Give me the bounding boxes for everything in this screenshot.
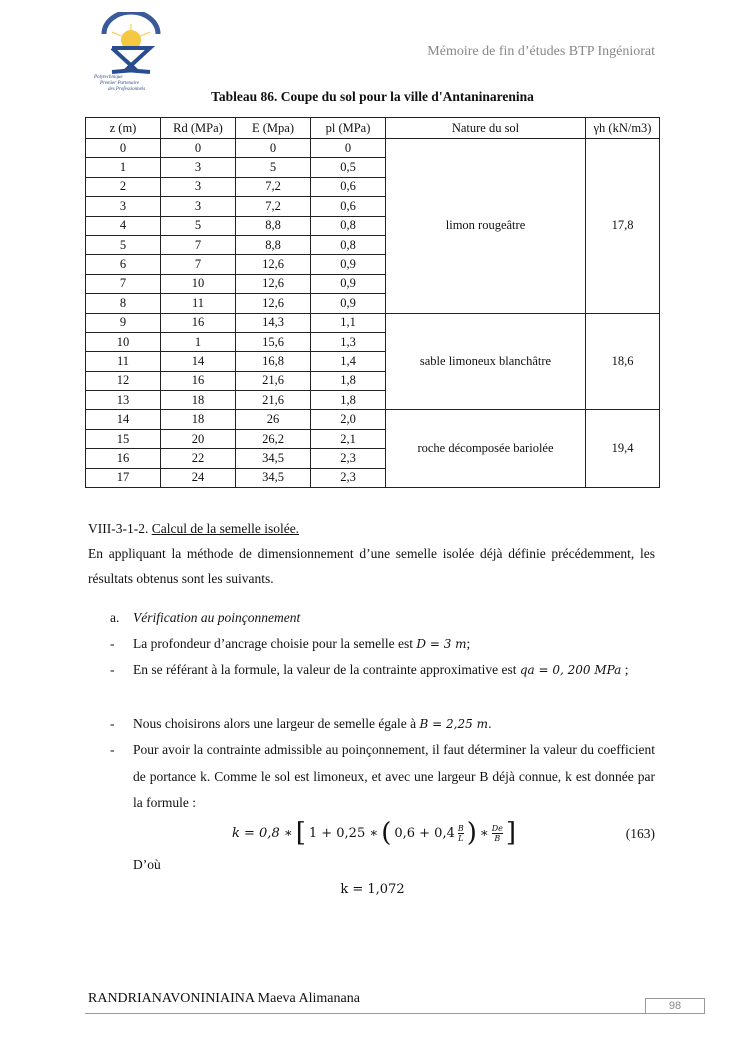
table-cell: 11 [86,352,161,371]
table-cell: 0 [86,139,161,158]
result-formula: k = 1,072 [340,882,405,897]
fraction-b-l [458,824,464,843]
unit-weight-cell: 19,4 [586,410,660,488]
table-cell: 0,6 [311,177,386,196]
formula-part: 0,6 + 0,4 [394,825,455,841]
table-cell: 8,8 [236,216,311,235]
fraction-de-b [492,824,503,843]
table-header-row [86,118,660,139]
table-cell: 1 [86,158,161,177]
table-cell: 5 [86,235,161,254]
table-cell: 2,3 [311,468,386,487]
item-text: Nous choisirons alors une largeur de semelle égale à [133,716,420,731]
section-number: VIII-3-1-2. [88,521,152,536]
table-cell: 0,8 [311,235,386,254]
soil-nature-cell: sable limoneux blanchâtre [386,313,586,410]
table-cell: 12,6 [236,294,311,313]
table-cell: 3 [161,177,236,196]
table-cell: 16 [161,371,236,390]
denominator: B [494,833,501,843]
table-cell: 12 [86,371,161,390]
table-cell: 0,9 [311,255,386,274]
table-cell: 24 [161,468,236,487]
list-item: - Nous choisirons alors une largeur de semelle égale à B = 2,25 m. [110,716,492,731]
table-cell: 16,8 [236,352,311,371]
table-cell: 3 [161,197,236,216]
table-cell: 1 [161,332,236,351]
table-cell: 20 [161,429,236,448]
table-cell: 14,3 [236,313,311,332]
table-cell: 3 [161,158,236,177]
col-pl: pl (MPa) [311,118,386,139]
item-math: qa = 0, 200 MPa [519,663,622,677]
item-text: Pour avoir la contrainte admissible au poinçonnement, il faut déterminer la valeur du coefficient de portance k. Comme le sol est limoneux, et avec une largeur B déjà connue, k est donnée par la formule : [133,742,655,810]
table-cell: 34,5 [236,449,311,468]
col-e: E (Mpa) [236,118,311,139]
table-cell: 5 [236,158,311,177]
dou-text: D’où [133,857,161,872]
table-cell: 14 [86,410,161,429]
col-z: z (m) [86,118,161,139]
header-title: Mémoire de fin d’études BTP Ingéniorat [427,44,655,59]
table-cell: 6 [86,255,161,274]
page-number: 98 [645,998,705,1014]
table-cell: 2 [86,177,161,196]
table-cell: 8 [86,294,161,313]
table-cell: 1,3 [311,332,386,351]
school-logo [92,12,170,92]
table-cell: 22 [161,449,236,468]
svg-text:des Professionnels: des Professionnels [108,87,146,92]
table-cell: 5 [161,216,236,235]
item-math: B = 2,25 m. [419,717,492,731]
table-cell: 12,6 [236,255,311,274]
table-cell: 0,6 [311,197,386,216]
list-heading [110,605,655,632]
table-cell: 14 [161,352,236,371]
formula-part: ∗ [479,825,489,841]
table-cell: 0 [236,139,311,158]
table-row [86,313,660,332]
table-cell: 8,8 [236,235,311,254]
list-item: - Pour avoir la contrainte admissible au poinçonnement, il faut déterminer la valeur du coefficient de portance k. Comme le sol est limoneux, et avec une largeur B déjà connue, k est donnée par la formule : [110,737,655,817]
table-cell: 26 [236,410,311,429]
table-cell: 21,6 [236,391,311,410]
table-cell: 15 [86,429,161,448]
numerator: De [491,823,503,833]
intro-paragraph: En appliquant la méthode de dimensionnement d’une semelle isolée déjà définie précédemment, les résultats obtenus sont les suivants. [88,546,655,586]
equation-number: (163) [625,826,655,841]
section-heading [88,516,655,541]
list-marker: a. [110,610,120,625]
col-gamma: γh (kN/m3) [586,118,660,139]
col-nature: Nature du sol [386,118,586,139]
table-cell: 4 [86,216,161,235]
table-cell: 16 [161,313,236,332]
table-cell: 18 [161,391,236,410]
table-title: Tableau 86. Coupe du sol pour la ville d'Antaninarenina [211,89,534,104]
table-cell: 2,0 [311,410,386,429]
table-cell: 16 [86,449,161,468]
list-heading-text: Vérification au poinçonnement [133,610,301,625]
list-item: - La profondeur d’ancrage choisie pour la semelle est D = 3 m; [110,636,471,651]
col-rd: Rd (MPa) [161,118,236,139]
table-cell: 9 [86,313,161,332]
item-math: D = 3 m [416,637,467,651]
denominator: L [458,833,464,843]
formula-part: 1 + 0,25 ∗ [308,825,379,841]
table-cell: 7 [161,235,236,254]
formula-lhs: k = 0,8 ∗ [232,825,293,841]
table-row [86,410,660,429]
table-cell: 17 [86,468,161,487]
table-cell: 26,2 [236,429,311,448]
table-cell: 1,4 [311,352,386,371]
table-cell: 21,6 [236,371,311,390]
table-cell: 10 [161,274,236,293]
soil-table [85,117,660,488]
list-item: - En se référant à la formule, la valeur de la contrainte approximative est qa = 0, 200 MPa ; [110,662,629,677]
soil-nature-cell: limon rougeâtre [386,139,586,314]
table-cell: 0 [161,139,236,158]
footer-author: RANDRIANAVONINIAINA Maeva Alimanana [88,991,360,1006]
table-row [86,139,660,158]
table-cell: 7,2 [236,197,311,216]
section-title: Calcul de la semelle isolée. [151,521,300,536]
item-text: En se référant à la formule, la valeur de la contrainte approximative est [133,662,520,677]
table-cell: 1,8 [311,391,386,410]
table-cell: 0 [311,139,386,158]
item-text: La profondeur d’ancrage choisie pour la semelle est [133,636,417,651]
svg-text:Premier Partenaire: Premier Partenaire [100,81,139,86]
table-cell: 1,8 [311,371,386,390]
table-cell: 13 [86,391,161,410]
table-cell: 0,5 [311,158,386,177]
table-cell: 7 [86,274,161,293]
table-cell: 34,5 [236,468,311,487]
unit-weight-cell: 18,6 [586,313,660,410]
table-cell: 7,2 [236,177,311,196]
unit-weight-cell: 17,8 [586,139,660,314]
table-cell: 2,1 [311,429,386,448]
table-cell: 0,9 [311,274,386,293]
formula: k = 0,8 ∗ [ 1 + 0,25 ∗ ( 0,6 + 0,4 $\frac{B}{L}$ ) ∗ $\frac{De}{B}$ ] [232,818,517,848]
soil-nature-cell: roche décomposée bariolée [386,410,586,488]
numerator: B [457,823,464,833]
table-cell: 11 [161,294,236,313]
svg-text:Polytechnique: Polytechnique [94,75,123,80]
footer-divider [85,1013,705,1014]
table-cell: 2,3 [311,449,386,468]
table-cell: 18 [161,410,236,429]
table-cell: 0,8 [311,216,386,235]
table-cell: 10 [86,332,161,351]
table-cell: 0,9 [311,294,386,313]
table-cell: 3 [86,197,161,216]
table-cell: 7 [161,255,236,274]
table-cell: 15,6 [236,332,311,351]
table-cell: 1,1 [311,313,386,332]
table-cell: 12,6 [236,274,311,293]
